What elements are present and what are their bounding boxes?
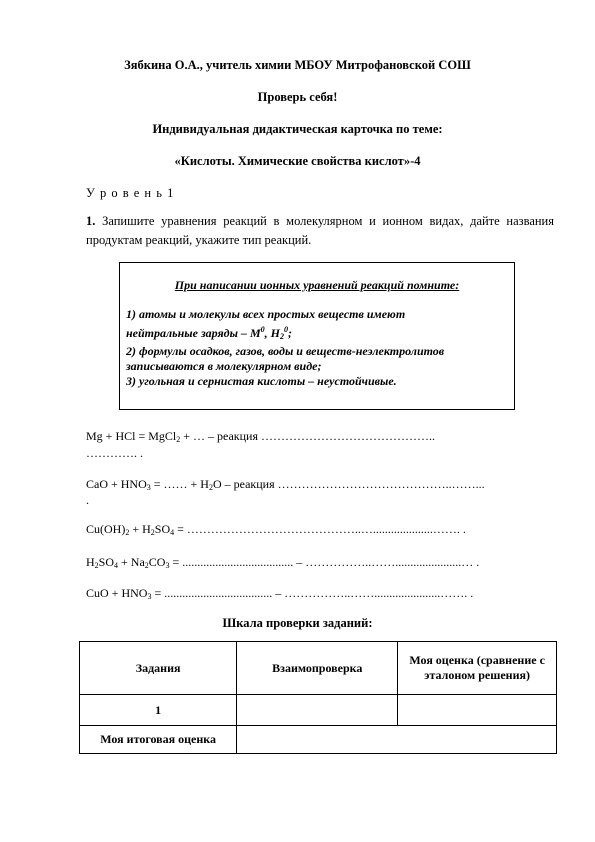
reminder-box: [119, 262, 515, 410]
table-row-final: [80, 726, 557, 754]
header-peer-check: Взаимопроверка: [237, 642, 398, 695]
rule-2-line-a: 2) формулы осадков, газов, воды и веществ-неэлектролитов: [126, 344, 445, 358]
card-title: Индивидуальная дидактическая карточка по теме:: [152, 122, 443, 136]
scale-title: Шкала проверки заданий:: [222, 616, 373, 630]
reminder-heading: При написании ионных уравнений реакций помните:: [174, 278, 460, 292]
equation-2: CaO + $HNO_3$ = …… + $H_2O$ – реакция ……………………………………..……...: [86, 477, 485, 492]
reminder-rule-2: [126, 344, 506, 374]
task-text: Запишите уравнения реакций в молекулярном и ионном видах, дайте названия продуктам реакций, укажите тип реакций.: [86, 214, 554, 247]
row-peer-check-cell[interactable]: [237, 695, 398, 726]
level-label: У р о в е н ь 1: [86, 186, 175, 200]
row-task-number: 1: [80, 695, 237, 726]
header-tasks: Задания: [80, 642, 237, 695]
equation-5: CuO + $HNO_3$ = .................................... – ……………..……......................……. .: [86, 586, 474, 601]
equation-1: Mg + HCl = MgCl$_2$ + … – реакция ……………………………………..: [86, 429, 435, 444]
equation-3: $Cu(OH)_2 + H_2SO_4$ = ……………………………………..…....................……. .: [86, 522, 466, 537]
task-1: [86, 212, 554, 250]
author-line: Зябкина О.А., учитель химии МБОУ Митрофановской СОШ: [124, 58, 471, 72]
equation-4: $H_2SO_4 + Na_2CO_3$ = ..................................... – ……………..……......................… .: [86, 555, 480, 570]
topic-title: «Кислоты. Химические свойства кислот»-4: [174, 154, 421, 168]
score-table-header: [80, 642, 557, 695]
final-grade-cell[interactable]: [237, 726, 557, 754]
rule-2-line-b: записываются в молекулярном виде;: [126, 359, 322, 373]
equation-1-continuation: …………. .: [86, 446, 143, 460]
check-title: Проверь себя!: [257, 90, 338, 104]
task-number: 1.: [86, 214, 96, 228]
equation-2-continuation: .: [86, 493, 89, 507]
rule-1-line-b: нейтральные заряды – $М^0$, $Н_2^0$;: [126, 325, 292, 341]
header-my-grade: Моя оценка (сравнение с эталоном решения): [398, 642, 557, 695]
reminder-rule-1: [126, 307, 506, 344]
table-row: [80, 695, 557, 726]
row-my-grade-cell[interactable]: [398, 695, 557, 726]
score-table: [79, 641, 557, 754]
rule-1-line-a: 1) атомы и молекулы всех простых веществ имеют: [126, 307, 406, 321]
reminder-rule-3: 3) угольная и сернистая кислоты – неустойчивые.: [126, 374, 397, 388]
final-grade-label: Моя итоговая оценка: [80, 726, 237, 754]
